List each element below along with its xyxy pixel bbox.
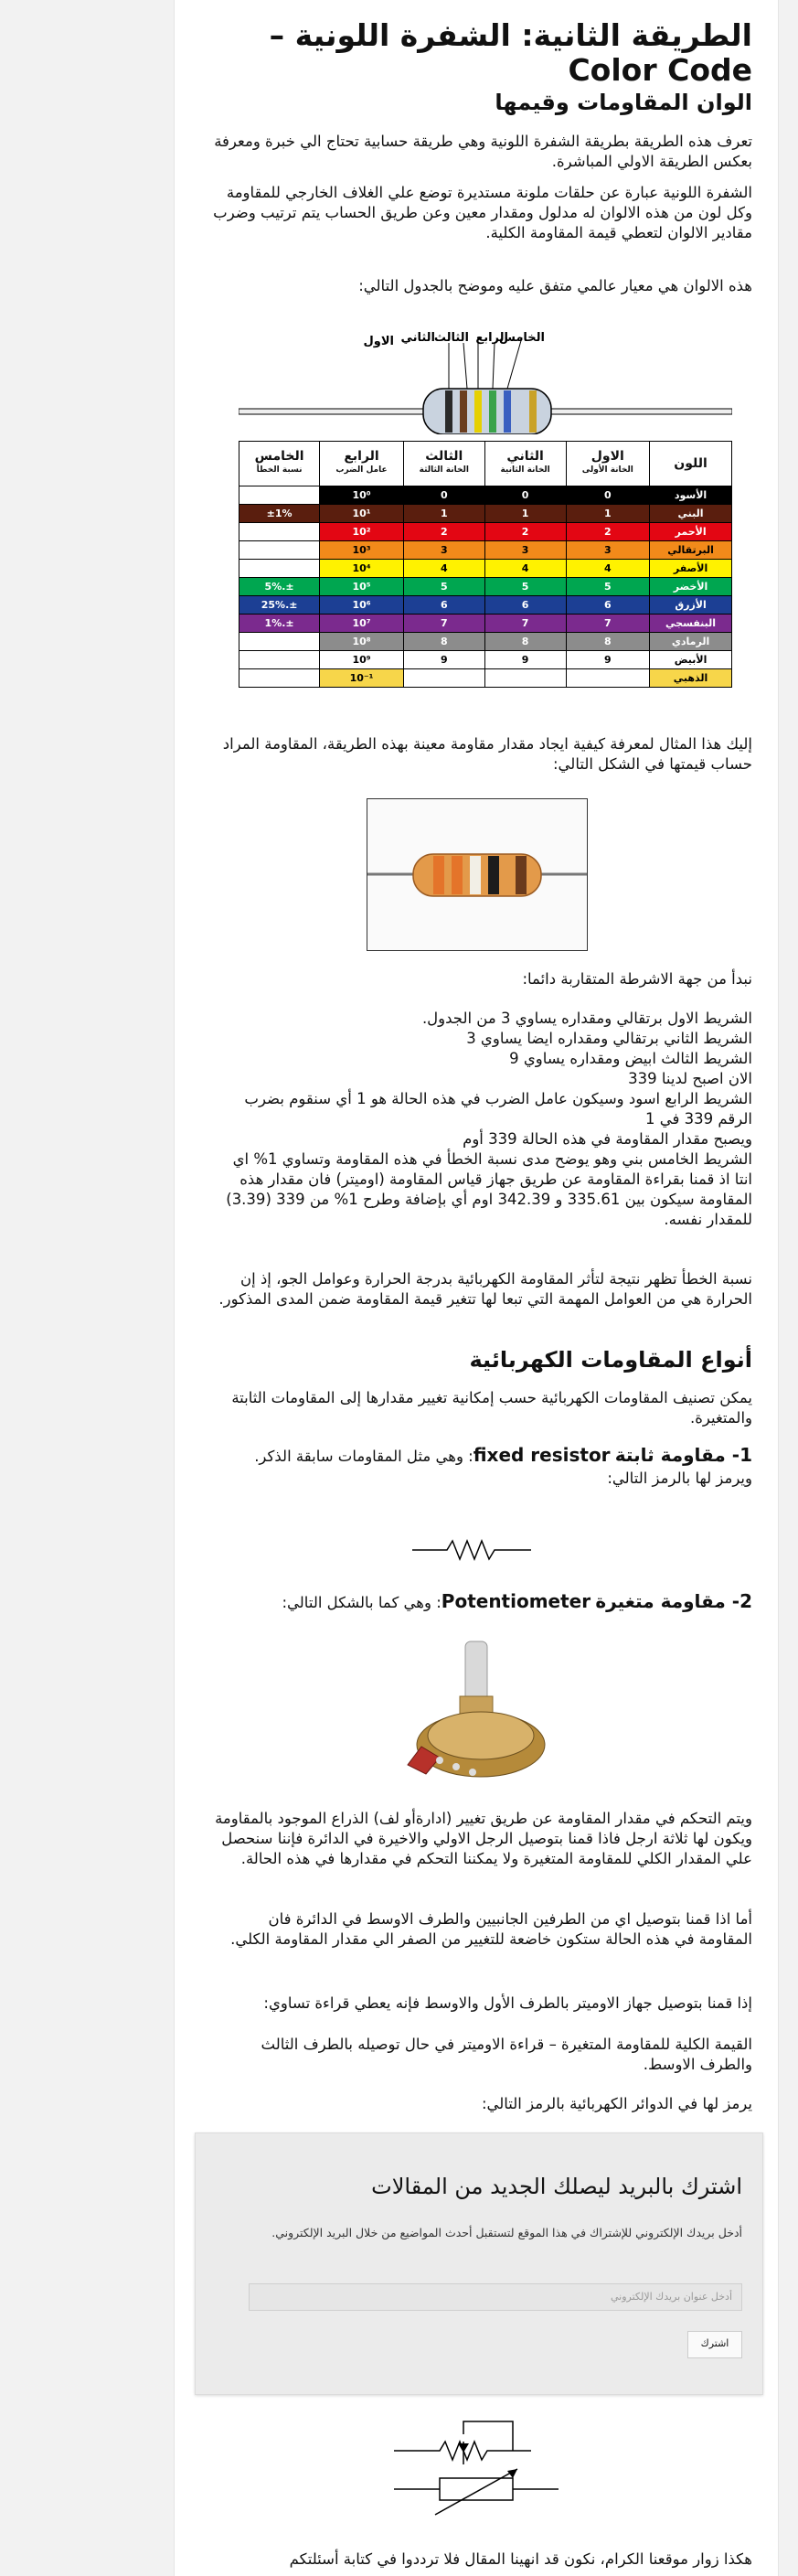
fixed-resistor-title: 1- مقاومة ثابتة	[614, 1444, 752, 1466]
color-code-table-wrap	[239, 441, 732, 688]
table-row	[239, 541, 732, 560]
fixed-resistor-en: fixed resistor	[473, 1444, 611, 1466]
table-header-title: الرابع	[344, 449, 379, 464]
subscribe-email-input[interactable]: أدخل عنوان بريدك الإلكتروني	[249, 2283, 742, 2311]
table-cell: 5	[403, 578, 484, 596]
resistor-band-figure	[239, 325, 732, 434]
table-cell: 10⁻¹	[320, 669, 404, 688]
table-cell: الأصفر	[650, 560, 732, 578]
table-header	[320, 442, 404, 486]
table-row	[239, 596, 732, 615]
table-header	[566, 442, 650, 486]
table-cell	[239, 486, 320, 505]
band-label-4: الرابع	[475, 331, 508, 345]
table-cell: ±.1%	[239, 615, 320, 633]
table-row	[239, 578, 732, 596]
band-green	[489, 390, 496, 433]
color-code-table	[239, 441, 732, 688]
fixed-resistor-symbol	[412, 1536, 531, 1564]
table-row	[239, 523, 732, 541]
table-cell: 10⁴	[320, 560, 404, 578]
table-cell: 0	[403, 486, 484, 505]
table-cell: 5	[566, 578, 650, 596]
table-cell: ±.25%	[239, 596, 320, 615]
example-steps	[213, 1009, 752, 1230]
variable-resistor-desc: : وهي كما بالشكل التالي:	[282, 1594, 442, 1611]
table-header-sub: عامل الضرب	[335, 465, 388, 475]
table-cell: الأحمر	[650, 523, 732, 541]
table-cell	[239, 633, 320, 651]
section-heading-colors: الوان المقاومات وقيمها	[495, 90, 752, 115]
page-title: الطريقة الثانية: الشفرة اللونية – Color Code	[269, 17, 752, 88]
table-cell: 1	[403, 505, 484, 523]
potentiometer-image	[403, 1637, 559, 1788]
paragraph-tolerance-note: نسبة الخطأ تظهر نتيجة لتأثر المقاومة الكهربائية بدرجة الحرارة وعوامل الجو، إذ إن الحرارة هي من العوامل المهمة التي تبعا لها تتغير قيمة المقاومة ضمن المدى المذكور.	[218, 1270, 752, 1308]
table-header	[239, 442, 320, 486]
table-cell: 10⁶	[320, 596, 404, 615]
table-cell: البرتقالي	[650, 541, 732, 560]
table-header-sub: نسبة الخطأ	[256, 465, 303, 475]
step-line: ويصبح مقدار المقاومة في هذه الحالة 339 أوم	[463, 1130, 752, 1148]
table-cell: 8	[403, 633, 484, 651]
table-cell: البني	[650, 505, 732, 523]
paragraph-middle: أما اذا قمنا بتوصيل اي من الطرفين الجانبيين والطرف الاوسط في الدائرة فان المقاومة في هذه الحالة ستكون خاضعة للتغيير من الصفر الي مقدار المقاومة الكلي.	[230, 1910, 752, 1948]
band-gold	[529, 390, 537, 433]
band-yellow	[474, 390, 482, 433]
paragraph-color-code: الشفرة اللونية عبارة عن حلقات ملونة مستديرة توضع علي الغلاف الخارجي للمقاومة وكل لون من هذه الالوان له مدلول ومقدار معين وعن طريق الحساب يتم ترتيب وضرب مقادير الالوان لتعطي قيمة المقاومة الكلية.	[213, 184, 752, 241]
table-cell: 3	[403, 541, 484, 560]
example-resistor-image	[367, 798, 588, 951]
table-header-sub: الخانة الثالثة	[419, 465, 469, 475]
paragraph-example-intro: إليك هذا المثال لمعرفة كيفية ايجاد مقدار مقاومة معينة بهذه الطريقة، المقاومة المراد حساب قيمتها في الشكل التالي:	[222, 735, 752, 773]
table-cell	[403, 669, 484, 688]
table-cell: 10³	[320, 541, 404, 560]
step-line: الشريط الرابع اسود وسيكون عامل الضرب في هذه الحالة هو 1 أي سنقوم بضرب الرقم 339 في 1	[244, 1090, 752, 1128]
table-cell: 10⁵	[320, 578, 404, 596]
potentiometer-symbols	[394, 2414, 559, 2524]
subscribe-title: اشترك بالبريد ليصلك الجديد من المقالات	[371, 2174, 742, 2199]
table-cell: 5	[484, 578, 566, 596]
table-row	[239, 486, 732, 505]
table-cell	[239, 523, 320, 541]
variable-resistor-en: Potentiometer	[441, 1590, 591, 1612]
paragraph-intro: تعرف هذه الطريقة بطريقة الشفرة اللونية وهي طريقة حسابية تحتاج الي خبرة ومعرفة بعكس الطريقة الاولي المباشرة.	[214, 133, 752, 170]
closing-paragraph: هكذا زوار موقعنا الكرام، نكون قد انهينا المقال فلا ترددوا في كتابة أسئلتكم	[289, 2550, 752, 2568]
table-cell: البنفسجي	[650, 615, 732, 633]
table-cell: 8	[484, 633, 566, 651]
table-cell: 9	[403, 651, 484, 669]
table-cell: 9	[484, 651, 566, 669]
table-cell: الأبيض	[650, 651, 732, 669]
table-header-sub: الخانة الأولى	[581, 465, 633, 475]
table-header-title: الثالث	[425, 449, 463, 464]
table-cell: 3	[484, 541, 566, 560]
table-header-title: الاول	[591, 449, 624, 464]
paragraph-total: القيمة الكلية للمقاومة المتغيرة – قراءة الاوميتر في حال توصيله بالطرف الثالث والطرف الاوسط.	[261, 2036, 752, 2073]
table-header-sub: الخانة الثانية	[500, 465, 550, 475]
table-cell: ±1%	[239, 505, 320, 523]
step-line: الشريط الاول برتقالي ومقداره يساوي 3 من الجدول.	[421, 1010, 752, 1027]
table-cell: 10⁰	[320, 486, 404, 505]
variable-resistor-line	[204, 1591, 752, 1613]
table-cell	[239, 669, 320, 688]
table-cell: 7	[403, 615, 484, 633]
table-cell: الأسود	[650, 486, 732, 505]
table-cell: الذهبي	[650, 669, 732, 688]
table-cell: 10⁹	[320, 651, 404, 669]
step-line: الشريط الثالث ابيض ومقداره يساوي 9	[509, 1050, 752, 1067]
table-cell: الأزرق	[650, 596, 732, 615]
table-cell: 7	[484, 615, 566, 633]
table-row	[239, 633, 732, 651]
table-cell: 10⁸	[320, 633, 404, 651]
subscribe-description: أدخل بريدك الإلكتروني للإشتراك في هذا الموقع لتستقبل أحدث المواضيع من خلال البريد الإلكتروني.	[271, 2226, 742, 2239]
table-cell: 0	[566, 486, 650, 505]
table-row	[239, 615, 732, 633]
paragraph-table-intro: هذه الالوان هي معيار عالمي متفق عليه وموضح بالجدول التالي:	[358, 277, 752, 294]
article-page	[174, 0, 779, 2576]
resistor-diagram	[239, 325, 732, 434]
table-cell	[239, 651, 320, 669]
table-cell	[239, 541, 320, 560]
band-label-5: الخامس	[498, 331, 545, 345]
table-cell: 10²	[320, 523, 404, 541]
table-header	[403, 442, 484, 486]
band-label-2: الثاني	[400, 331, 435, 345]
table-cell: 4	[484, 560, 566, 578]
paragraph-types-intro: يمكن تصنيف المقاومات الكهربائية حسب إمكانية تغيير مقدارها إلى المقاومات الثابتة والمتغيرة.	[231, 1389, 752, 1427]
step-line: الشريط الخامس بني وهو يوضح مدى نسبة الخطأ في هذه المقاومة وتساوي 1% اي انتا اذ قمنا بقراءة المقاومة عن طريق جهاز قياس المقاومة (اوميتر) فان مقدار هذه المقاومة سيكون بين 335.61 و 342.39 اوم أي بإضافة وطرح 1% من 339 (3.39) للمقدار نفسه.	[226, 1150, 752, 1228]
table-cell: 10¹	[320, 505, 404, 523]
fixed-resistor-desc: : وهي مثل المقاومات سابقة الذكر.	[254, 1448, 473, 1465]
step-line: الشريط الثاني برتقالي ومقداره ايضا يساوي 3	[466, 1030, 752, 1047]
table-cell: الأخضر	[650, 578, 732, 596]
table-row	[239, 505, 732, 523]
table-cell: 4	[403, 560, 484, 578]
table-header	[650, 442, 732, 486]
table-cell: 2	[403, 523, 484, 541]
table-cell: 0	[484, 486, 566, 505]
band-blue	[504, 390, 511, 433]
table-cell: 6	[484, 596, 566, 615]
variable-resistor-title: 2- مقاومة متغيرة	[595, 1590, 752, 1612]
table-cell: 10⁷	[320, 615, 404, 633]
table-cell: 7	[566, 615, 650, 633]
table-header-title: الثاني	[506, 449, 544, 464]
table-cell: 9	[566, 651, 650, 669]
table-cell: 3	[566, 541, 650, 560]
subscribe-widget	[195, 2132, 763, 2395]
band-label-1: الاول	[363, 335, 394, 348]
table-cell: 1	[566, 505, 650, 523]
table-cell: 8	[566, 633, 650, 651]
table-cell: 2	[484, 523, 566, 541]
table-row	[239, 651, 732, 669]
fixed-symbol-intro: ويرمز لها بالرمز التالي:	[607, 1470, 752, 1487]
section-heading-types: أنواع المقاومات الكهربائية	[469, 1347, 752, 1373]
subscribe-button[interactable]: اشترك	[687, 2331, 742, 2358]
table-cell: 6	[566, 596, 650, 615]
table-cell	[566, 669, 650, 688]
table-header	[484, 442, 566, 486]
fixed-resistor-line	[204, 1445, 752, 1467]
table-cell: ±.5%	[239, 578, 320, 596]
table-header-title: اللون	[674, 455, 708, 471]
table-cell	[239, 560, 320, 578]
paragraph-start: نبدأ من جهة الاشرطة المتقاربة دائما:	[522, 970, 752, 988]
band-brown	[460, 390, 467, 433]
table-cell: 1	[484, 505, 566, 523]
band-black	[445, 390, 452, 433]
table-cell: 4	[566, 560, 650, 578]
table-row	[239, 560, 732, 578]
band-label-3: الثالث	[433, 331, 469, 345]
paragraph-control: ويتم التحكم في مقدار المقاومة عن طريق تغيير (ادارةأو لف) الذراع الموجود بالمقاومة ويكون لها ثلاثة ارجل فاذا قمنا بتوصيل الرجل الاولي والاخيرة في الدائرة فإننا سنحصل علي المقدار الكلي للمقاومة المتغيرة ولا يمكننا التحكم في مقدارها في هذه الحالة.	[215, 1810, 752, 1867]
table-cell	[484, 669, 566, 688]
table-cell: الرمادي	[650, 633, 732, 651]
step-line: الان اصبح لدينا 339	[628, 1070, 752, 1087]
paragraph-symbol: يرمز لها في الدوائر الكهربائية بالرمز التالي:	[481, 2095, 752, 2112]
table-header-title: الخامس	[254, 449, 304, 464]
table-row	[239, 669, 732, 688]
table-cell: 6	[403, 596, 484, 615]
table-cell: 2	[566, 523, 650, 541]
paragraph-ohmmeter: إذا قمنا بتوصيل جهاز الاوميتر بالطرف الأول والاوسط فإنه يعطي قراءة تساوي:	[263, 1994, 752, 2012]
